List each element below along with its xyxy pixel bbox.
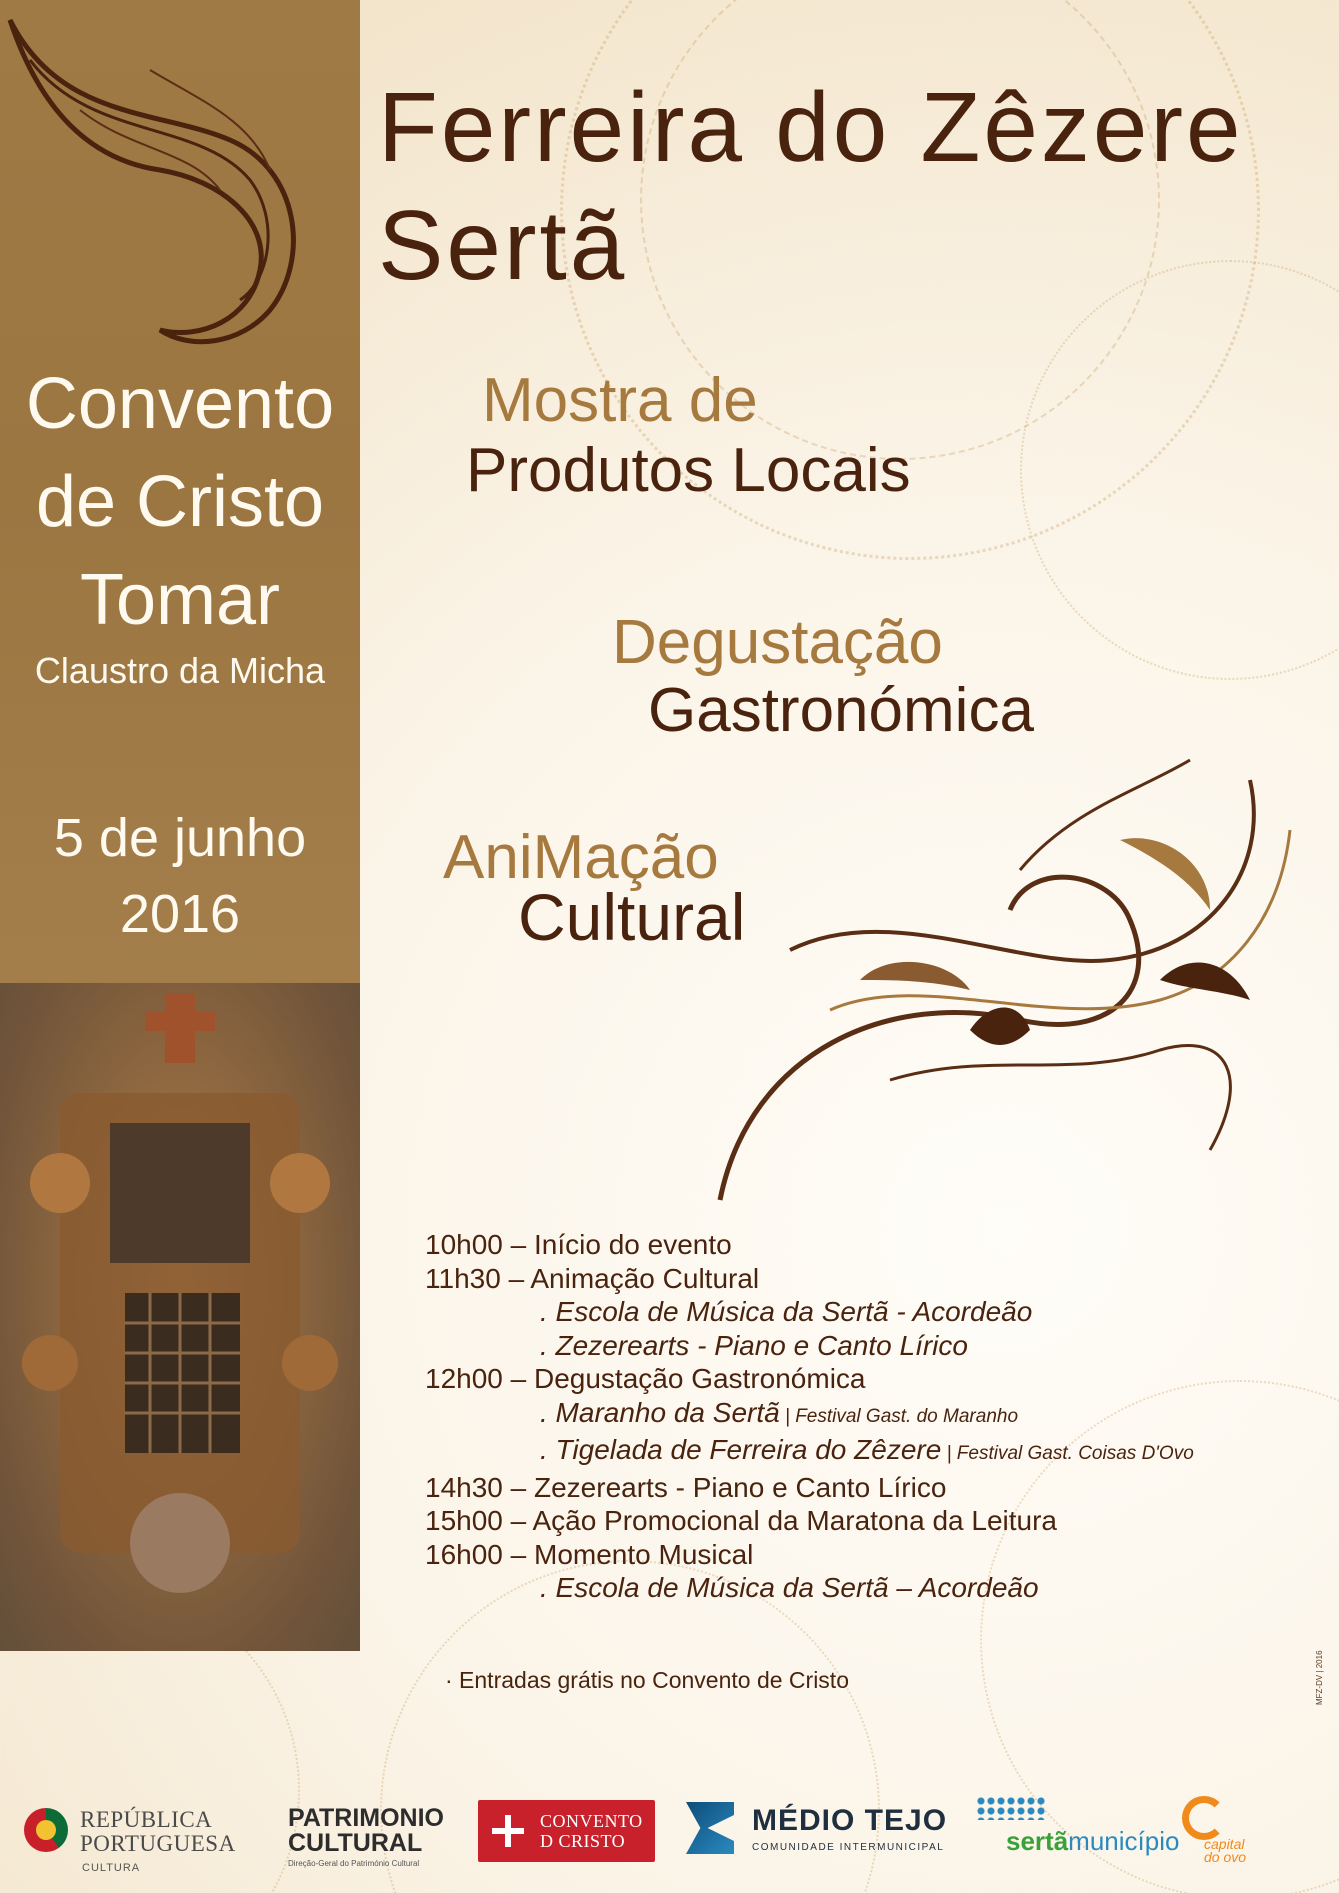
feature-3-line-1: AniMação: [443, 823, 719, 892]
schedule-note: | Festival Gast. do Maranho: [779, 1405, 1019, 1427]
serta-municipio-logo: sertãmunicípio: [976, 1796, 1171, 1866]
schedule-item: 16h00 – Momento Musical: [425, 1538, 754, 1570]
event-date: 5 de junho 2016: [53, 808, 307, 944]
schedule-subitem: . Maranho da Sertã | Festival Gast. do Maranho: [540, 1396, 1019, 1428]
schedule-note: | Festival Gast. Coisas D'Ovo: [941, 1443, 1194, 1464]
window-illustration: [0, 983, 360, 1651]
schedule-item: 11h30 – Animação Cultural: [425, 1262, 760, 1294]
portugal-emblem-icon: [24, 1808, 68, 1852]
schedule-subitem: . Escola de Música da Sertã – Acordeão: [540, 1572, 1039, 1603]
free-entry-note: · Entradas grátis no Convento de Cristo: [445, 1667, 849, 1693]
schedule-subitem: . Tigelada de Ferreira do Zêzere | Festival Gast. Coisas D'Ovo: [540, 1434, 1194, 1465]
republica-portuguesa-logo: REPÚBLICA PORTUGUESA CULTURA: [20, 1798, 250, 1878]
schedule-item: 12h00 – Degustação Gastronómica: [425, 1363, 866, 1394]
cross-icon: [492, 1815, 524, 1847]
design-credit: MFZ-DV | 2016: [1315, 1650, 1324, 1705]
feature-1-line-2: Produtos Locais: [466, 436, 911, 505]
ring-icon: [1182, 1796, 1226, 1840]
leaf-ornament-icon: [0, 0, 360, 360]
schedule-item: 14h30 – Zezerearts - Piano e Canto Lírico: [425, 1471, 947, 1503]
page-title: Ferreira do Zêzere Sertã: [378, 72, 1244, 300]
capital-do-ovo-logo: capital do ovo: [1182, 1796, 1262, 1876]
dots-icon: [976, 1796, 1046, 1820]
medio-tejo-mark-icon: [686, 1802, 734, 1854]
venue-subtitle: Claustro da Micha: [34, 650, 326, 691]
feature-3-line-2: Cultural: [518, 880, 746, 954]
convent-window-photo: [0, 983, 360, 1651]
feature-1-line-1: Mostra de: [482, 366, 758, 435]
schedule-item: 15h00 – Ação Promocional da Maratona da Leitura: [425, 1505, 1057, 1536]
swirl-ornament-icon: [690, 750, 1300, 1210]
schedule-subitem: . Zezerearts - Piano e Canto Lírico: [540, 1329, 968, 1361]
event-schedule: [425, 1228, 1315, 1605]
feature-2-line-1: Degustação: [612, 608, 943, 677]
venue-panel: [0, 0, 360, 983]
schedule-subitem: . Escola de Música da Sertã - Acordeão: [540, 1296, 1033, 1327]
medio-tejo-logo: MÉDIO TEJO COMUNIDADE INTERMUNICIPAL: [686, 1802, 956, 1862]
convento-cristo-logo: CONVENTO D CRISTO: [478, 1800, 655, 1862]
feature-2-line-2: Gastronómica: [648, 676, 1034, 745]
schedule-item: 10h00 – Início do evento: [425, 1229, 732, 1260]
patrimonio-cultural-logo: PATRIMONIO CULTURAL Direção-Geral do Património Cultural: [288, 1804, 445, 1868]
venue-name: Convento de Cristo Tomar: [25, 364, 335, 640]
